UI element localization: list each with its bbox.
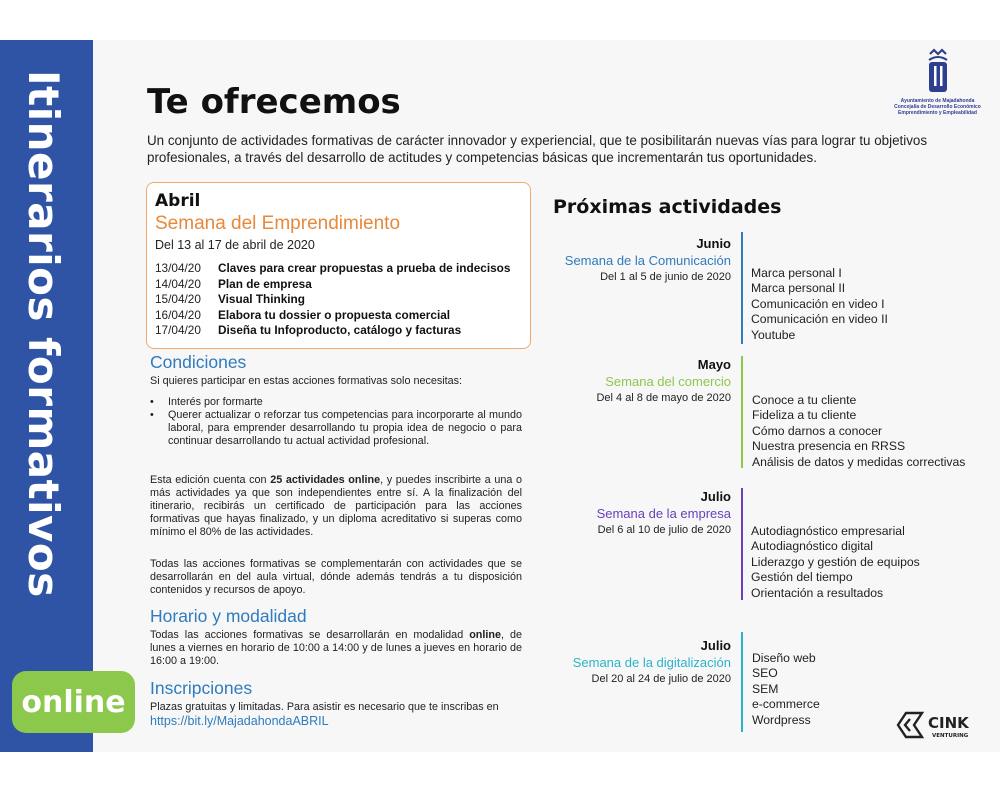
session-title: Diseña tu Infoproducto, catálogo y facturas <box>218 323 462 337</box>
list-item: Comunicación en video I <box>751 296 885 311</box>
event-divider <box>741 232 743 344</box>
abril-month: Abril <box>155 191 201 211</box>
session-title: Claves para crear propuestas a prueba de indecisos <box>218 261 511 275</box>
abril-card <box>146 182 531 349</box>
cink-icon <box>898 713 922 737</box>
p1-pre: Esta edición cuenta con <box>150 474 271 486</box>
condiciones-lead: Si quieres participar en estas acciones formativas solo necesitas: <box>150 375 463 387</box>
session-date: 14/04/20 <box>155 276 201 291</box>
event-week: Semana de la empresa <box>596 506 731 521</box>
bullet-item: • Querer actualizar o reforzar tus competencias para incorporarte al mundo laboral, para emprender desarrollando tu propia idea de negocio o para continuar desarrollando tu actual actividad profesional. <box>150 409 522 448</box>
list-item: Autodiagnóstico digital <box>751 539 873 554</box>
list-item: Análisis de datos y medidas correctivas <box>752 454 966 469</box>
list-item: Diseño web <box>752 651 816 665</box>
session-title: Plan de empresa <box>218 276 312 291</box>
event-week: Semana del comercio <box>605 374 731 389</box>
list-item: Fideliza a tu cliente <box>752 408 857 423</box>
bullet-item: • Interés por formarte <box>150 396 522 409</box>
event-dates: Del 6 al 10 de julio de 2020 <box>597 524 731 536</box>
session-date: 15/04/20 <box>155 292 201 306</box>
list-item: Marca personal I <box>751 266 842 280</box>
condiciones-paragraph-1 <box>150 474 522 539</box>
cink-brand-sub: VENTURING <box>932 733 969 739</box>
inscripciones-text: Plazas gratuitas y limitadas. Para asistir es necesario que te inscribas en <box>150 701 499 713</box>
list-item: Liderazgo y gestión de equipos <box>751 554 920 569</box>
condiciones-bullets <box>150 396 522 448</box>
abril-schedule <box>155 261 522 339</box>
list-item: Comunicación en video II <box>751 312 888 327</box>
p1-post: , y puedes inscribirte a una o más actividades ya que son independientes entre sí. A la finalización del itinerario, recibirás un certificado de participación para las acciones formativas que hayas finalizado, y un diploma acreditativo si superas como mínimo el 80% de las actividades. <box>150 474 522 538</box>
list-item: e-commerce <box>752 697 820 712</box>
sidebar-title: Itinerarios formativos <box>19 70 68 598</box>
session-title: Visual Thinking <box>218 292 305 306</box>
list-item: SEO <box>752 666 778 681</box>
event-dates: Del 20 al 24 de julio de 2020 <box>591 673 731 685</box>
cink-logo <box>896 710 986 740</box>
logo-caption: Ayuntamiento de Majadahonda Concejalía de Desarrollo Económico Emprendimiento y Empleabilidad <box>894 98 981 116</box>
page <box>0 40 1000 752</box>
sidebar <box>0 40 93 752</box>
list-item: Autodiagnóstico empresarial <box>751 524 905 538</box>
session-date: 13/04/20 <box>155 261 201 275</box>
horario-text <box>150 629 522 668</box>
event-month: Julio <box>700 638 731 653</box>
list-item: SEM <box>752 681 779 696</box>
event-divider <box>741 488 743 600</box>
session-date: 17/04/20 <box>155 323 201 337</box>
list-item: Wordpress <box>752 712 811 727</box>
event-week: Semana de la digitalización <box>572 655 731 670</box>
p1-bold: 25 actividades online <box>270 474 381 486</box>
event-month: Junio <box>696 236 731 251</box>
list-item: Orientación a resultados <box>751 585 884 600</box>
condiciones-paragraph-2: Todas las acciones formativas se complementarán con actividades que se desarrollarán en del aula virtual, dónde además tendrás a tu disposición contenidos y recursos de apoyo. <box>150 558 522 596</box>
intro-text: Un conjunto de actividades formativas de carácter innovador y experiencial, que te posibilitarán nuevas vías para lograr tu objetivos profesionales, a través del desarrollo de actitudes y competencias básicas que incrementarán tus oportunidades. <box>147 133 928 165</box>
event-dates: Del 1 al 5 de junio de 2020 <box>600 271 731 283</box>
crest-icon <box>929 50 947 92</box>
event-month: Mayo <box>697 357 731 372</box>
condiciones-heading: Condiciones <box>150 352 247 372</box>
event-list <box>751 524 920 601</box>
schedule-row <box>155 308 522 324</box>
list-item: Marca personal II <box>751 281 846 296</box>
schedule-row <box>155 292 522 308</box>
schedule-row <box>155 323 522 339</box>
horario-pre: Todas las acciones formativas se desarrollarán en modalidad <box>150 629 470 641</box>
event-list <box>752 393 965 470</box>
page-title: Te ofrecemos <box>147 82 401 122</box>
event-week: Semana de la Comunicación <box>564 253 731 268</box>
event-month: Julio <box>700 489 731 504</box>
session-title: Elabora tu dossier o propuesta comercial <box>218 307 451 322</box>
list-item: Youtube <box>751 327 796 342</box>
event-dates: Del 4 al 8 de mayo de 2020 <box>596 392 731 404</box>
online-badge: online <box>12 671 135 733</box>
event-list <box>752 651 820 728</box>
list-item: Gestión del tiempo <box>751 570 853 585</box>
abril-week-title: Semana del Emprendimiento <box>155 213 401 234</box>
event-list <box>751 266 888 343</box>
proximas-title: Próximas actividades <box>553 196 782 218</box>
cink-brand: CINK <box>928 714 969 732</box>
event-divider <box>741 356 743 468</box>
horario-heading: Horario y modalidad <box>150 606 307 626</box>
list-item: Conoce a tu cliente <box>752 393 857 407</box>
schedule-row <box>155 261 522 277</box>
horario-bold: online <box>469 629 501 641</box>
inscripciones-heading: Inscripciones <box>150 678 253 698</box>
registration-link[interactable]: https://bit.ly/MajadahondaABRIL <box>150 714 329 728</box>
session-date: 16/04/20 <box>155 307 201 322</box>
horario-post: , de lunes a viernes en horario de 10:00 a 14:00 y de lunes a jueves en horario de 16:00 a 19:00. <box>150 629 522 667</box>
schedule-row <box>155 277 522 293</box>
abril-dates: Del 13 al 17 de abril de 2020 <box>155 238 315 252</box>
event-divider <box>741 632 743 732</box>
list-item: Cómo darnos a conocer <box>752 423 883 438</box>
list-item: Nuestra presencia en RRSS <box>752 439 906 454</box>
